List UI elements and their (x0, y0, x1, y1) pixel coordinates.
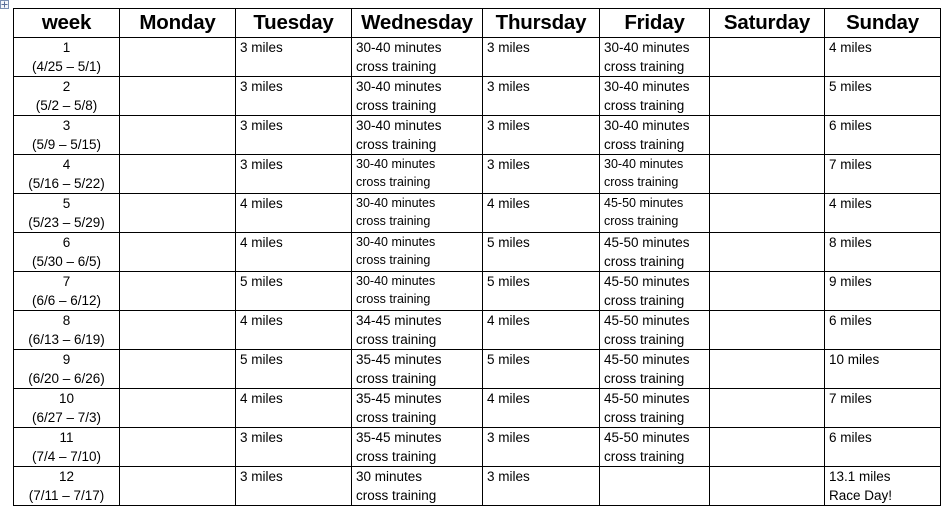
friday-cell-line-2: cross training (604, 254, 685, 269)
saturday-cell[interactable] (710, 194, 825, 233)
tuesday-cell[interactable] (236, 311, 352, 350)
sunday-cell-line-2: Race Day! (829, 488, 893, 503)
saturday-cell[interactable] (710, 233, 825, 272)
table-move-handle-icon[interactable] (0, 0, 9, 9)
table-row (14, 155, 941, 194)
saturday-cell[interactable] (710, 428, 825, 467)
tuesday-cell-line-1: 5 miles (240, 274, 283, 289)
friday-cell[interactable] (600, 389, 710, 428)
thursday-cell-line-1: 3 miles (487, 40, 530, 55)
saturday-cell[interactable] (710, 155, 825, 194)
wednesday-cell-line-2: cross training (356, 449, 437, 464)
wednesday-cell-line-1: 30-40 minutes (356, 235, 436, 249)
wednesday-cell[interactable] (352, 467, 483, 506)
wednesday-cell[interactable] (352, 311, 483, 350)
week-cell[interactable] (14, 350, 120, 389)
thursday-cell[interactable] (483, 194, 600, 233)
monday-cell[interactable] (120, 155, 236, 194)
thursday-cell[interactable] (483, 428, 600, 467)
week-cell-line-2: (6/20 – 6/26) (28, 371, 105, 386)
friday-cell[interactable] (600, 467, 710, 506)
training-schedule-table (13, 8, 941, 506)
friday-cell[interactable] (600, 38, 710, 77)
wednesday-cell[interactable] (352, 38, 483, 77)
table-row (14, 77, 941, 116)
week-cell-line-1: 3 (62, 118, 71, 133)
sunday-cell[interactable] (825, 38, 941, 77)
friday-cell-line-1: 45-50 minutes (604, 352, 690, 367)
tuesday-cell-line-1: 3 miles (240, 469, 283, 484)
wednesday-cell[interactable] (352, 272, 483, 311)
thursday-cell[interactable] (483, 38, 600, 77)
sunday-cell[interactable] (825, 389, 941, 428)
saturday-cell[interactable] (710, 389, 825, 428)
thursday-cell[interactable] (483, 311, 600, 350)
friday-cell[interactable] (600, 194, 710, 233)
wednesday-cell[interactable] (352, 194, 483, 233)
wednesday-cell-line-1: 35-45 minutes (356, 430, 442, 445)
sunday-cell-line-1: 5 miles (829, 79, 872, 94)
header-thursday[interactable]: Thursday (483, 9, 600, 38)
wednesday-cell[interactable] (352, 350, 483, 389)
monday-cell[interactable] (120, 428, 236, 467)
monday-cell[interactable] (120, 77, 236, 116)
wednesday-cell-line-2: cross training (356, 214, 431, 228)
week-cell-line-1: 6 (62, 235, 71, 250)
week-cell-line-1: 2 (62, 79, 71, 94)
thursday-cell[interactable] (483, 77, 600, 116)
friday-cell-line-1: 45-50 minutes (604, 391, 690, 406)
saturday-cell[interactable] (710, 38, 825, 77)
tuesday-cell[interactable] (236, 350, 352, 389)
sunday-cell[interactable] (825, 155, 941, 194)
saturday-cell[interactable] (710, 116, 825, 155)
tuesday-cell[interactable] (236, 428, 352, 467)
sunday-cell-line-1: 4 miles (829, 40, 872, 55)
thursday-cell-line-1: 5 miles (487, 352, 530, 367)
wednesday-cell-line-1: 30-40 minutes (356, 274, 436, 288)
monday-cell[interactable] (120, 350, 236, 389)
table-row (14, 116, 941, 155)
week-cell[interactable] (14, 233, 120, 272)
sunday-cell[interactable] (825, 350, 941, 389)
tuesday-cell-line-1: 3 miles (240, 430, 283, 445)
week-cell-line-2: (5/23 – 5/29) (28, 215, 105, 230)
week-cell[interactable] (14, 389, 120, 428)
table-row (14, 467, 941, 506)
sunday-cell[interactable] (825, 272, 941, 311)
sunday-cell[interactable] (825, 467, 941, 506)
wednesday-cell-line-1: 30-40 minutes (356, 118, 442, 133)
saturday-cell[interactable] (710, 77, 825, 116)
tuesday-cell-line-1: 5 miles (240, 352, 283, 367)
table-row (14, 233, 941, 272)
week-cell-line-1: 5 (62, 196, 71, 211)
tuesday-cell-line-1: 3 miles (240, 40, 283, 55)
wednesday-cell[interactable] (352, 77, 483, 116)
sunday-cell[interactable] (825, 233, 941, 272)
thursday-cell-line-1: 5 miles (487, 235, 530, 250)
thursday-cell-line-1: 4 miles (487, 313, 530, 328)
table-row (14, 428, 941, 467)
friday-cell-line-1: 45-50 minutes (604, 430, 690, 445)
sunday-cell-line-1: 7 miles (829, 157, 872, 172)
week-cell-line-1: 11 (59, 430, 74, 445)
week-cell-line-2: (6/6 – 6/12) (31, 293, 102, 308)
tuesday-cell[interactable] (236, 116, 352, 155)
wednesday-cell-line-2: cross training (356, 59, 437, 74)
tuesday-cell-line-1: 3 miles (240, 118, 283, 133)
saturday-cell[interactable] (710, 467, 825, 506)
tuesday-cell[interactable] (236, 38, 352, 77)
wednesday-cell-line-1: 35-45 minutes (356, 391, 442, 406)
friday-cell[interactable] (600, 116, 710, 155)
tuesday-cell[interactable] (236, 467, 352, 506)
thursday-cell[interactable] (483, 467, 600, 506)
friday-cell-line-2: cross training (604, 175, 679, 189)
friday-cell-line-1: 45-50 minutes (604, 235, 690, 250)
wednesday-cell-line-2: cross training (356, 488, 437, 503)
sunday-cell-line-1: 8 miles (829, 235, 872, 250)
friday-cell[interactable] (600, 77, 710, 116)
week-cell[interactable] (14, 116, 120, 155)
tuesday-cell-line-1: 4 miles (240, 313, 283, 328)
header-tuesday[interactable]: Tuesday (236, 9, 352, 38)
wednesday-cell-line-1: 34-45 minutes (356, 313, 442, 328)
table-row (14, 350, 941, 389)
wednesday-cell-line-2: cross training (356, 253, 431, 267)
friday-cell-line-2: cross training (604, 59, 685, 74)
wednesday-cell-line-1: 35-45 minutes (356, 352, 442, 367)
monday-cell[interactable] (120, 389, 236, 428)
friday-cell-line-1: 45-50 minutes (604, 196, 684, 210)
week-cell-line-2: (7/4 – 7/10) (31, 449, 102, 464)
saturday-cell[interactable] (710, 350, 825, 389)
week-cell-line-2: (6/13 – 6/19) (28, 332, 105, 347)
sunday-cell-line-1: 9 miles (829, 274, 872, 289)
week-cell[interactable] (14, 38, 120, 77)
monday-cell[interactable] (120, 272, 236, 311)
week-cell-line-2: (7/11 – 7/17) (28, 488, 105, 503)
sunday-cell[interactable] (825, 194, 941, 233)
wednesday-cell-line-2: cross training (356, 98, 437, 113)
header-wednesday[interactable]: Wednesday (352, 9, 483, 38)
sunday-cell-line-1: 6 miles (829, 313, 872, 328)
wednesday-cell-line-1: 30-40 minutes (356, 196, 436, 210)
friday-cell[interactable] (600, 155, 710, 194)
thursday-cell[interactable] (483, 389, 600, 428)
week-cell-line-1: 4 (62, 157, 71, 172)
thursday-cell-line-1: 3 miles (487, 79, 530, 94)
wednesday-cell-line-1: 30-40 minutes (356, 40, 442, 55)
sunday-cell[interactable] (825, 77, 941, 116)
week-cell-line-1: 9 (62, 352, 71, 367)
thursday-cell-line-1: 4 miles (487, 391, 530, 406)
friday-cell-line-1: 30-40 minutes (604, 79, 690, 94)
week-cell[interactable] (14, 272, 120, 311)
friday-cell-line-2: cross training (604, 449, 685, 464)
friday-cell-line-1: 45-50 minutes (604, 274, 690, 289)
sunday-cell-line-1: 6 miles (829, 118, 872, 133)
wednesday-cell[interactable] (352, 428, 483, 467)
week-cell-line-2: (5/30 – 6/5) (31, 254, 102, 269)
table-row (14, 389, 941, 428)
thursday-cell[interactable] (483, 272, 600, 311)
monday-cell[interactable] (120, 194, 236, 233)
week-cell[interactable] (14, 467, 120, 506)
table-body (14, 38, 941, 506)
week-cell[interactable] (14, 194, 120, 233)
wednesday-cell-line-2: cross training (356, 371, 437, 386)
saturday-cell[interactable] (710, 311, 825, 350)
tuesday-cell[interactable] (236, 389, 352, 428)
header-friday[interactable]: Friday (600, 9, 710, 38)
week-cell-line-1: 1 (62, 40, 71, 55)
wednesday-cell-line-1: 30-40 minutes (356, 157, 436, 171)
tuesday-cell[interactable] (236, 233, 352, 272)
monday-cell[interactable] (120, 38, 236, 77)
sunday-cell-line-1: 10 miles (829, 352, 880, 367)
sunday-cell-line-1: 7 miles (829, 391, 872, 406)
tuesday-cell[interactable] (236, 194, 352, 233)
tuesday-cell-line-1: 3 miles (240, 79, 283, 94)
friday-cell-line-1: 30-40 minutes (604, 118, 690, 133)
sunday-cell[interactable] (825, 116, 941, 155)
friday-cell-line-1: 45-50 minutes (604, 313, 690, 328)
week-cell-line-2: (5/2 – 5/8) (35, 98, 98, 113)
table-row (14, 38, 941, 77)
table-row (14, 272, 941, 311)
thursday-cell[interactable] (483, 350, 600, 389)
friday-cell[interactable] (600, 272, 710, 311)
table-row (14, 194, 941, 233)
sunday-cell-line-1: 4 miles (829, 196, 872, 211)
header-saturday[interactable]: Saturday (710, 9, 825, 38)
sunday-cell[interactable] (825, 311, 941, 350)
wednesday-cell-line-2: cross training (356, 175, 431, 189)
sunday-cell[interactable] (825, 428, 941, 467)
week-cell-line-1: 12 (58, 469, 75, 484)
header-row (14, 9, 941, 38)
thursday-cell-line-1: 3 miles (487, 157, 530, 172)
header-monday[interactable]: Monday (120, 9, 236, 38)
monday-cell[interactable] (120, 233, 236, 272)
friday-cell-line-2: cross training (604, 332, 685, 347)
monday-cell[interactable] (120, 467, 236, 506)
friday-cell[interactable] (600, 350, 710, 389)
friday-cell-line-1: 30-40 minutes (604, 40, 690, 55)
tuesday-cell-line-1: 4 miles (240, 235, 283, 250)
week-cell[interactable] (14, 77, 120, 116)
friday-cell-line-2: cross training (604, 98, 685, 113)
week-cell-line-2: (6/27 – 7/3) (31, 410, 102, 425)
wednesday-cell-line-2: cross training (356, 137, 437, 152)
header-sunday[interactable]: Sunday (825, 9, 941, 38)
week-cell-line-1: 10 (58, 391, 75, 406)
saturday-cell[interactable] (710, 272, 825, 311)
week-cell[interactable] (14, 428, 120, 467)
thursday-cell-line-1: 5 miles (487, 274, 530, 289)
week-cell-line-2: (4/25 – 5/1) (31, 59, 102, 74)
friday-cell[interactable] (600, 428, 710, 467)
wednesday-cell-line-1: 30 minutes (356, 469, 423, 484)
thursday-cell-line-1: 3 miles (487, 118, 530, 133)
week-cell[interactable] (14, 155, 120, 194)
tuesday-cell-line-1: 3 miles (240, 157, 283, 172)
sunday-cell-line-1: 13.1 miles (829, 469, 891, 484)
thursday-cell[interactable] (483, 155, 600, 194)
friday-cell[interactable] (600, 311, 710, 350)
tuesday-cell-line-1: 4 miles (240, 196, 283, 211)
wednesday-cell-line-1: 30-40 minutes (356, 79, 442, 94)
thursday-cell-line-1: 3 miles (487, 430, 530, 445)
wednesday-cell[interactable] (352, 233, 483, 272)
wednesday-cell[interactable] (352, 116, 483, 155)
tuesday-cell-line-1: 4 miles (240, 391, 283, 406)
monday-cell[interactable] (120, 116, 236, 155)
tuesday-cell[interactable] (236, 155, 352, 194)
sunday-cell-line-1: 6 miles (829, 430, 872, 445)
header-week[interactable]: week (14, 9, 120, 38)
week-cell-line-2: (5/16 – 5/22) (28, 176, 105, 191)
thursday-cell[interactable] (483, 116, 600, 155)
thursday-cell-line-1: 4 miles (487, 196, 530, 211)
monday-cell[interactable] (120, 311, 236, 350)
week-cell-line-1: 8 (62, 313, 71, 328)
wednesday-cell-line-2: cross training (356, 410, 437, 425)
friday-cell-line-2: cross training (604, 410, 685, 425)
friday-cell-line-2: cross training (604, 137, 685, 152)
friday-cell-line-2: cross training (604, 293, 685, 308)
friday-cell-line-2: cross training (604, 371, 685, 386)
week-cell-line-2: (5/9 – 5/15) (31, 137, 102, 152)
friday-cell-line-2: cross training (604, 214, 679, 228)
week-cell-line-1: 7 (62, 274, 71, 289)
week-cell[interactable] (14, 311, 120, 350)
wednesday-cell-line-2: cross training (356, 332, 437, 347)
wednesday-cell-line-2: cross training (356, 292, 431, 306)
thursday-cell[interactable] (483, 233, 600, 272)
wednesday-cell[interactable] (352, 155, 483, 194)
table-row (14, 311, 941, 350)
wednesday-cell[interactable] (352, 389, 483, 428)
tuesday-cell[interactable] (236, 77, 352, 116)
friday-cell[interactable] (600, 233, 710, 272)
thursday-cell-line-1: 3 miles (487, 469, 530, 484)
friday-cell-line-1: 30-40 minutes (604, 157, 684, 171)
tuesday-cell[interactable] (236, 272, 352, 311)
